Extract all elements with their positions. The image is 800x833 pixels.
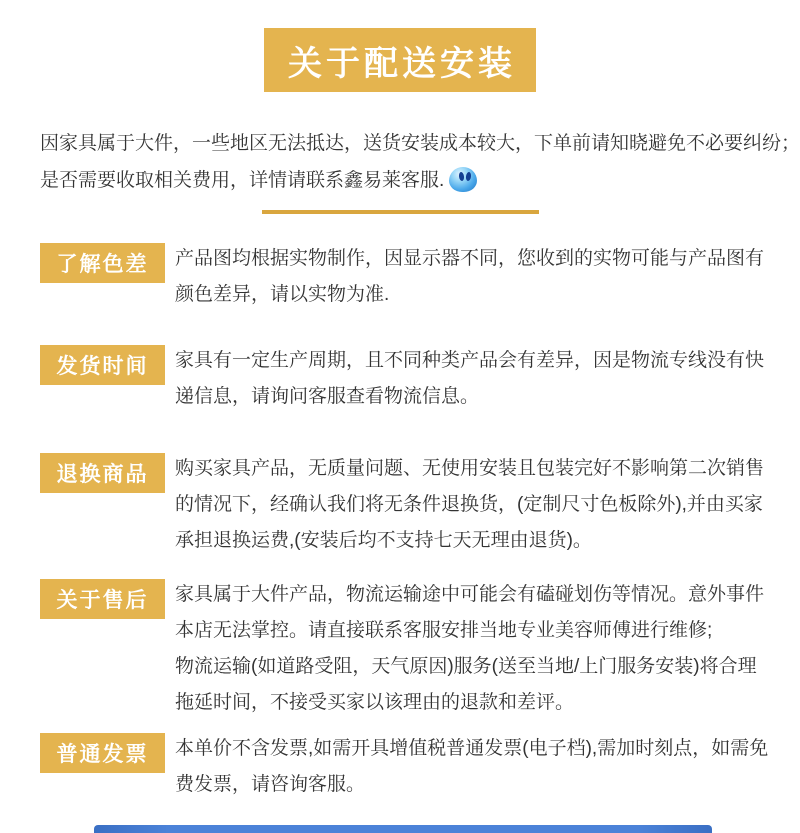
next-section-strip [94,825,712,833]
section-text-paragraph: 本单价不含发票,如需开具增值税普通发票(电子档),需加时刻点，如需免费发票，请咨询客服。 [175,738,769,795]
page-title: 关于配送安装 [264,28,536,92]
intro-line-2 [40,162,770,199]
intro-line-1: 因家具属于大件，一些地区无法抵达，送货安装成本较大，下单前请知晓避免不必要纠纷； [40,133,800,154]
notice-sections [40,241,770,803]
section-text [175,451,770,559]
section-label: 了解色差 [40,243,165,283]
section-shipping-time [40,343,770,415]
gold-divider [262,210,539,214]
section-after-sales [40,577,770,721]
section-label: 退换商品 [40,453,165,493]
section-label: 普通发票 [40,733,165,773]
section-color-difference [40,241,770,313]
section-text-paragraph: 家具有一定生产周期，且不同种类产品会有差异，因是物流专线没有快递信息，请询问客服查看物流信息。 [175,350,765,407]
section-text [175,577,770,721]
section-returns [40,451,770,559]
intro-line-2-text: 是否需要收取相关费用，详情请联系鑫易莱客服. [40,170,445,191]
section-text-paragraph: 产品图均根据实物制作，因显示器不同，您收到的实物可能与产品图有颜色差异，请以实物为准. [175,248,765,305]
intro-paragraph [40,125,800,199]
section-text-paragraph: 家具属于大件产品，物流运输途中可能会有磕碰划伤等情况。意外事件本店无法掌控。请直接联系客服安排当地专业美容师傅进行维修; [175,584,765,641]
blue-face-emoji [449,167,477,192]
section-label: 关于售后 [40,579,165,619]
section-text [175,731,770,803]
section-text [175,241,770,313]
section-text [175,343,770,415]
section-text-paragraph: 购买家具产品，无质量问题、无使用安装且包装完好不影响第二次销售的情况下，经确认我们将无条件退换货，(定制尺寸色板除外),并由买家承担退换运费,(安装后均不支持七天无理由退货)。 [175,458,765,551]
section-invoice [40,731,770,803]
section-label: 发货时间 [40,345,165,385]
section-text-paragraph: 物流运输(如道路受阻，天气原因)服务(送至当地/上门服务安装)将合理拖延时间，不接受买家以该理由的退款和差评。 [175,656,757,713]
